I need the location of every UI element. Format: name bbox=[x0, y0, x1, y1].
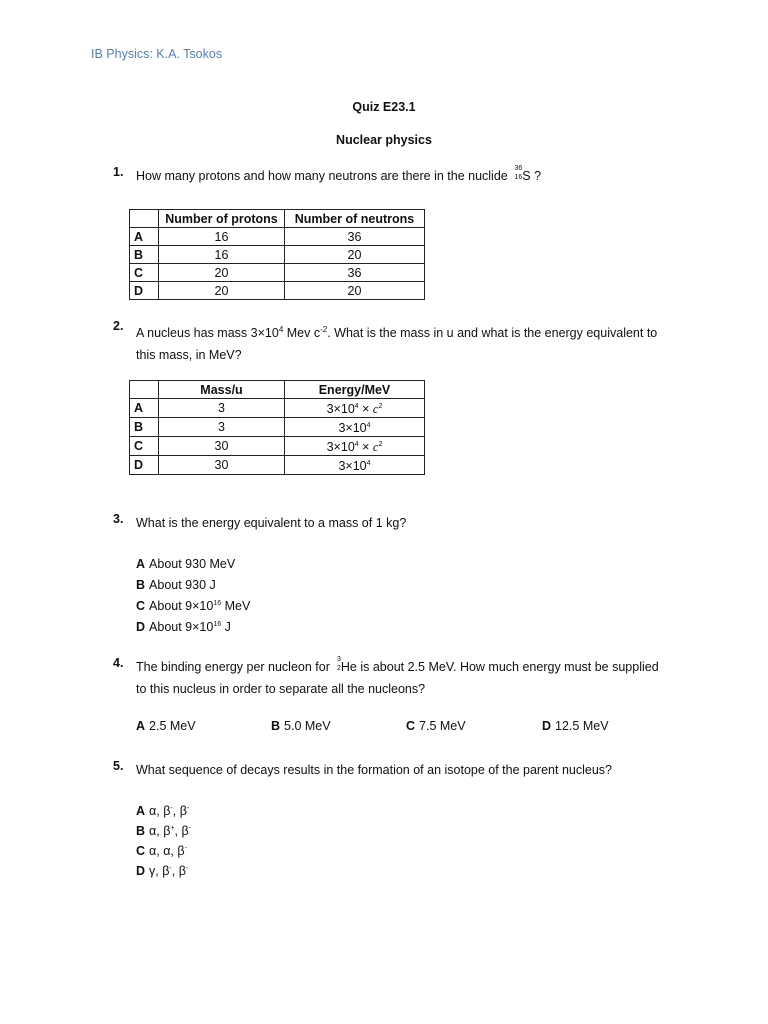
energy-exponent: 4 bbox=[354, 403, 359, 410]
cell-mass: 30 bbox=[159, 437, 285, 456]
question-4-part-b: is about 2.5 MeV. How much energy must be supplied to this nucleus in order to separate all the nucleons? bbox=[136, 660, 659, 696]
question-2-text bbox=[136, 319, 666, 366]
table-header-blank bbox=[130, 381, 159, 399]
nuclide-mass-number: 3 bbox=[336, 656, 341, 663]
energy-times: × bbox=[358, 402, 373, 416]
question-2-exponent-a: 4 bbox=[278, 325, 284, 334]
cell-neutrons: 20 bbox=[285, 282, 425, 300]
table-header-neutrons: Number of neutrons bbox=[285, 210, 425, 228]
question-4-option-d bbox=[542, 719, 609, 733]
row-label: C bbox=[130, 264, 159, 282]
cell-mass: 3 bbox=[159, 418, 285, 437]
cell-energy bbox=[285, 456, 425, 475]
option-text: 5.0 MeV bbox=[284, 719, 331, 733]
energy-exponent: 4 bbox=[366, 422, 371, 429]
decay-part-2: , β bbox=[171, 864, 186, 878]
option-label: A bbox=[136, 804, 146, 818]
question-2-part-a: A nucleus has mass 3×10 bbox=[136, 326, 279, 340]
question-1-table bbox=[129, 209, 425, 300]
option-text: About 9×10 bbox=[149, 620, 214, 634]
row-label: D bbox=[130, 456, 159, 475]
cell-protons: 16 bbox=[159, 246, 285, 264]
option-label: C bbox=[136, 844, 146, 858]
nuclide-helium bbox=[330, 656, 341, 673]
option-unit: MeV bbox=[221, 599, 251, 613]
row-label: D bbox=[130, 282, 159, 300]
question-1-end: ? bbox=[534, 169, 542, 183]
option-label: B bbox=[136, 578, 146, 592]
table-row bbox=[130, 282, 425, 300]
cell-energy bbox=[285, 399, 425, 418]
decay-part-1: α, β bbox=[149, 804, 171, 818]
nuclide-sulfur bbox=[511, 165, 523, 182]
question-3-number: 3. bbox=[113, 512, 124, 526]
question-5-option-d bbox=[136, 858, 188, 882]
table-row bbox=[130, 228, 425, 246]
option-label: B bbox=[271, 719, 281, 733]
option-unit: J bbox=[221, 620, 231, 634]
row-label: C bbox=[130, 437, 159, 456]
question-4-part-a: The binding energy per nucleon for bbox=[136, 660, 330, 674]
cell-mass: 30 bbox=[159, 456, 285, 475]
option-label: A bbox=[136, 557, 146, 571]
row-label: B bbox=[130, 246, 159, 264]
table-row bbox=[130, 437, 425, 456]
decay-part-1: γ, β bbox=[149, 864, 170, 878]
option-label: A bbox=[136, 719, 146, 733]
table-row bbox=[130, 246, 425, 264]
option-text: 2.5 MeV bbox=[149, 719, 196, 733]
question-1-text bbox=[136, 165, 676, 187]
table-header-mass: Mass/u bbox=[159, 381, 285, 399]
option-label: B bbox=[136, 824, 146, 838]
nuclide-symbol: S bbox=[522, 169, 531, 183]
option-exponent: 16 bbox=[213, 621, 222, 628]
question-4-option-a bbox=[136, 719, 196, 733]
decay-sign-1: - bbox=[169, 865, 172, 872]
table-header-protons: Number of protons bbox=[159, 210, 285, 228]
row-label: A bbox=[130, 228, 159, 246]
energy-base: 3×10 bbox=[338, 459, 367, 473]
question-4-option-c bbox=[406, 719, 466, 733]
option-label: C bbox=[136, 599, 146, 613]
energy-exponent: 4 bbox=[354, 441, 359, 448]
question-2-part-b: Mev c bbox=[283, 326, 321, 340]
option-exponent: 16 bbox=[213, 600, 222, 607]
nuclide-atomic-number: 2 bbox=[336, 665, 341, 672]
cell-energy bbox=[285, 437, 425, 456]
option-label: C bbox=[406, 719, 416, 733]
question-4-text bbox=[136, 656, 671, 700]
option-label: D bbox=[136, 620, 146, 634]
table-row bbox=[130, 399, 425, 418]
option-text: 7.5 MeV bbox=[419, 719, 466, 733]
question-5-number: 5. bbox=[113, 759, 124, 773]
question-3-text: What is the energy equivalent to a mass of 1 kg? bbox=[136, 516, 407, 530]
cell-mass: 3 bbox=[159, 399, 285, 418]
document-header: IB Physics: K.A. Tsokos bbox=[91, 47, 223, 61]
decay-part-2: , β bbox=[172, 804, 187, 818]
energy-variable: c bbox=[372, 402, 379, 416]
cell-protons: 20 bbox=[159, 264, 285, 282]
option-text: 12.5 MeV bbox=[555, 719, 609, 733]
decay-sign-1: - bbox=[184, 845, 187, 852]
question-3-option-d bbox=[136, 614, 231, 638]
quiz-subtitle: Nuclear physics bbox=[336, 133, 432, 147]
energy-variable-exponent: 2 bbox=[378, 403, 383, 410]
nuclide-atomic-number: 16 bbox=[514, 174, 523, 181]
decay-sign-2: - bbox=[188, 825, 191, 832]
row-label: B bbox=[130, 418, 159, 437]
table-row bbox=[130, 418, 425, 437]
energy-variable: c bbox=[372, 440, 379, 454]
energy-base: 3×10 bbox=[326, 440, 355, 454]
question-2-number: 2. bbox=[113, 319, 124, 333]
question-4-option-b bbox=[271, 719, 331, 733]
option-text: About 930 J bbox=[149, 578, 216, 592]
energy-base: 3×10 bbox=[338, 421, 367, 435]
table-header-row bbox=[130, 210, 425, 228]
quiz-title: Quiz E23.1 bbox=[352, 100, 416, 114]
decay-sign-1: - bbox=[170, 805, 173, 812]
energy-base: 3×10 bbox=[326, 402, 355, 416]
decay-part-1: α, β bbox=[149, 824, 171, 838]
question-1-number: 1. bbox=[113, 165, 124, 179]
energy-times: × bbox=[358, 440, 373, 454]
question-2-part-c: . What is the mass in u and what is the energy equivalent to this mass, in MeV? bbox=[136, 326, 658, 362]
question-2-exponent-b: -2 bbox=[320, 325, 328, 334]
cell-neutrons: 20 bbox=[285, 246, 425, 264]
option-label: D bbox=[542, 719, 552, 733]
decay-part-1: α, α, β bbox=[149, 844, 185, 858]
question-2-table bbox=[129, 380, 425, 475]
option-label: D bbox=[136, 864, 146, 878]
table-header-energy: Energy/MeV bbox=[285, 381, 425, 399]
option-text: About 930 MeV bbox=[149, 557, 236, 571]
decay-sign-1: + bbox=[170, 825, 175, 832]
decay-sign-2: - bbox=[185, 865, 189, 872]
nuclide-symbol: He bbox=[340, 660, 357, 674]
energy-variable-exponent: 2 bbox=[378, 441, 383, 448]
nuclide-mass-number: 36 bbox=[514, 165, 523, 172]
table-header-row bbox=[130, 381, 425, 399]
question-5-text: What sequence of decays results in the formation of an isotope of the parent nucleus? bbox=[136, 763, 612, 777]
question-4-number: 4. bbox=[113, 656, 124, 670]
table-row bbox=[130, 456, 425, 475]
cell-energy bbox=[285, 418, 425, 437]
cell-protons: 20 bbox=[159, 282, 285, 300]
cell-neutrons: 36 bbox=[285, 228, 425, 246]
cell-neutrons: 36 bbox=[285, 264, 425, 282]
table-header-blank bbox=[130, 210, 159, 228]
cell-protons: 16 bbox=[159, 228, 285, 246]
decay-part-2: , β bbox=[174, 824, 189, 838]
option-text: About 9×10 bbox=[149, 599, 214, 613]
row-label: A bbox=[130, 399, 159, 418]
energy-exponent: 4 bbox=[366, 460, 371, 467]
question-1-body: How many protons and how many neutrons are there in the nuclide bbox=[136, 169, 508, 183]
decay-sign-2: - bbox=[186, 805, 190, 812]
table-row bbox=[130, 264, 425, 282]
